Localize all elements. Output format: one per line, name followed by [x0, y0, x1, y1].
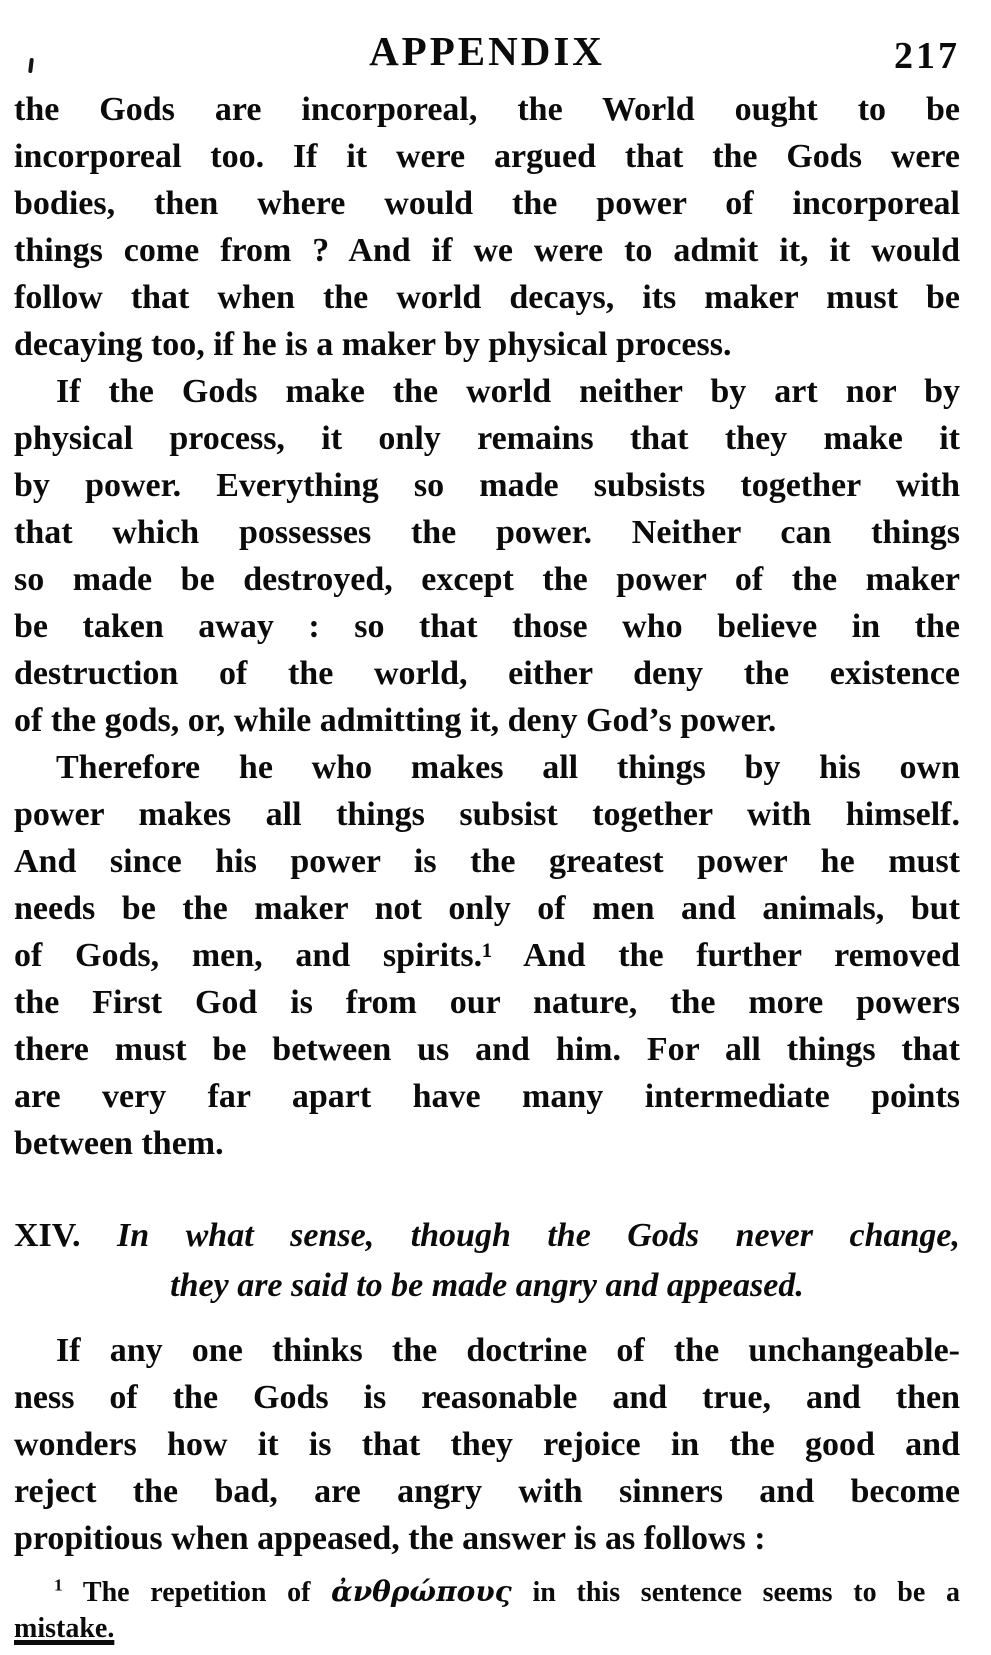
text-line: ness of the Gods is reasonable and true, and then: [14, 1379, 960, 1416]
text-line: propitious when appeased, the answer is as follows :: [14, 1520, 766, 1557]
page-number: 217: [894, 35, 960, 77]
text-line: things come from ? And if we were to admit it, it would: [14, 232, 960, 269]
text-line: bodies, then where would the power of incorporeal: [14, 185, 960, 222]
text-line: destruction of the world, either deny the existence: [14, 655, 960, 692]
page-body: [14, 86, 960, 1647]
text-line: the First God is from our nature, the more powers: [14, 984, 960, 1021]
footnote-marker: 1: [54, 1575, 63, 1595]
text-line: follow that when the world decays, its maker must be: [14, 279, 960, 316]
footnote: [14, 1574, 960, 1647]
footnote-last-word: mistake.: [14, 1613, 115, 1644]
section-heading-line-1: [14, 1211, 960, 1261]
paragraph-group-top: [14, 86, 960, 1167]
text-line: so made be destroyed, except the power of the maker: [14, 561, 960, 598]
text-line: needs be the maker not only of men and animals, but: [14, 890, 960, 927]
text-line: power makes all things subsist together with himself.: [14, 796, 960, 833]
text-line: are very far apart have many intermediate points: [14, 1078, 960, 1115]
text-line: And since his power is the greatest power he must: [14, 843, 960, 880]
section-heading: [14, 1211, 960, 1311]
footnote-line-1: [14, 1574, 960, 1611]
text-line: between them.: [14, 1125, 224, 1162]
text-line: decaying too, if he is a maker by physical process.: [14, 326, 732, 363]
paragraph: [14, 1327, 960, 1562]
text-line: of Gods, men, and spirits.¹ And the further removed: [14, 937, 960, 974]
section-numeral: XIV.: [14, 1217, 81, 1254]
page-header: [14, 26, 960, 86]
text-line: of the gods, or, while admitting it, deny God’s power.: [14, 702, 777, 739]
text-line: Therefore he who makes all things by his own: [56, 749, 960, 786]
text-line: physical process, it only remains that they make it: [14, 420, 960, 457]
footnote-text-after-greek: in this sentence seems to be a: [532, 1577, 961, 1608]
footnote-text-before-greek: The repetition of: [82, 1577, 311, 1608]
text-line: If the Gods make the world neither by art nor by: [56, 373, 960, 410]
section-title-part-1: In what sense, though the Gods never change,: [116, 1217, 961, 1254]
text-line: be taken away : so that those who believe in the: [14, 608, 960, 645]
section-title-part-2: they are said to be made angry and appeased.: [170, 1267, 804, 1304]
paragraph: [14, 86, 960, 368]
paragraph: [14, 368, 960, 744]
paragraph: [14, 744, 960, 1167]
text-line: that which possesses the power. Neither can things: [14, 514, 960, 551]
text-line: the Gods are incorporeal, the World ought to be: [14, 91, 960, 128]
running-head-title: APPENDIX: [369, 28, 605, 74]
footnote-line-2: [14, 1611, 960, 1647]
text-line: there must be between us and him. For all things that: [14, 1031, 960, 1068]
text-line: incorporeal too. If it were argued that the Gods were: [14, 138, 960, 175]
text-line: wonders how it is that they rejoice in the good and: [14, 1426, 960, 1463]
paragraph-group-bottom: [14, 1327, 960, 1562]
text-line: reject the bad, are angry with sinners and become: [14, 1473, 960, 1510]
text-line: by power. Everything so made subsists together with: [14, 467, 960, 504]
footnote-greek-word: ἀνθρώπους: [331, 1575, 512, 1608]
text-line: If any one thinks the doctrine of the unchangeable-: [56, 1332, 960, 1369]
